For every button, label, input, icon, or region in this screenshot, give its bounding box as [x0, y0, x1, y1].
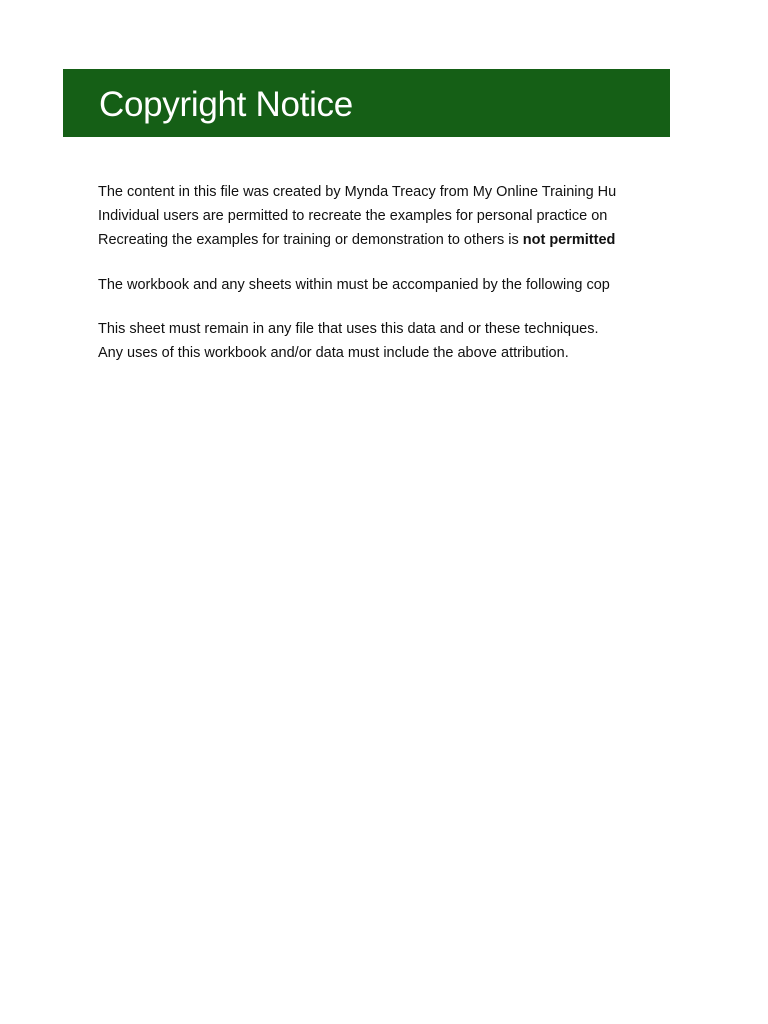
recreating-text: Recreating the examples for training or demonstration to others is	[98, 232, 523, 248]
notice-line-individual-users: Individual users are permitted to recreate the examples for personal practice on	[98, 208, 608, 224]
paragraph-spacer	[98, 252, 670, 273]
notice-line-workbook-attribution: The workbook and any sheets within must be accompanied by the following cop	[98, 277, 610, 293]
not-permitted-text: not permitted	[522, 232, 616, 248]
page-title: Copyright Notice	[99, 85, 353, 124]
notice-body	[98, 180, 670, 365]
paragraph-spacer	[98, 297, 670, 317]
notice-line-uses-attribution: Any uses of this workbook and/or data must include the above attribution.	[98, 345, 569, 361]
notice-line-content-creator: The content in this file was created by Mynda Treacy from My Online Training Hu	[98, 184, 617, 200]
notice-line-sheet-must-remain: This sheet must remain in any file that uses this data and or these techniques.	[98, 321, 599, 337]
notice-line-recreating	[98, 228, 670, 252]
copyright-banner	[63, 69, 670, 137]
